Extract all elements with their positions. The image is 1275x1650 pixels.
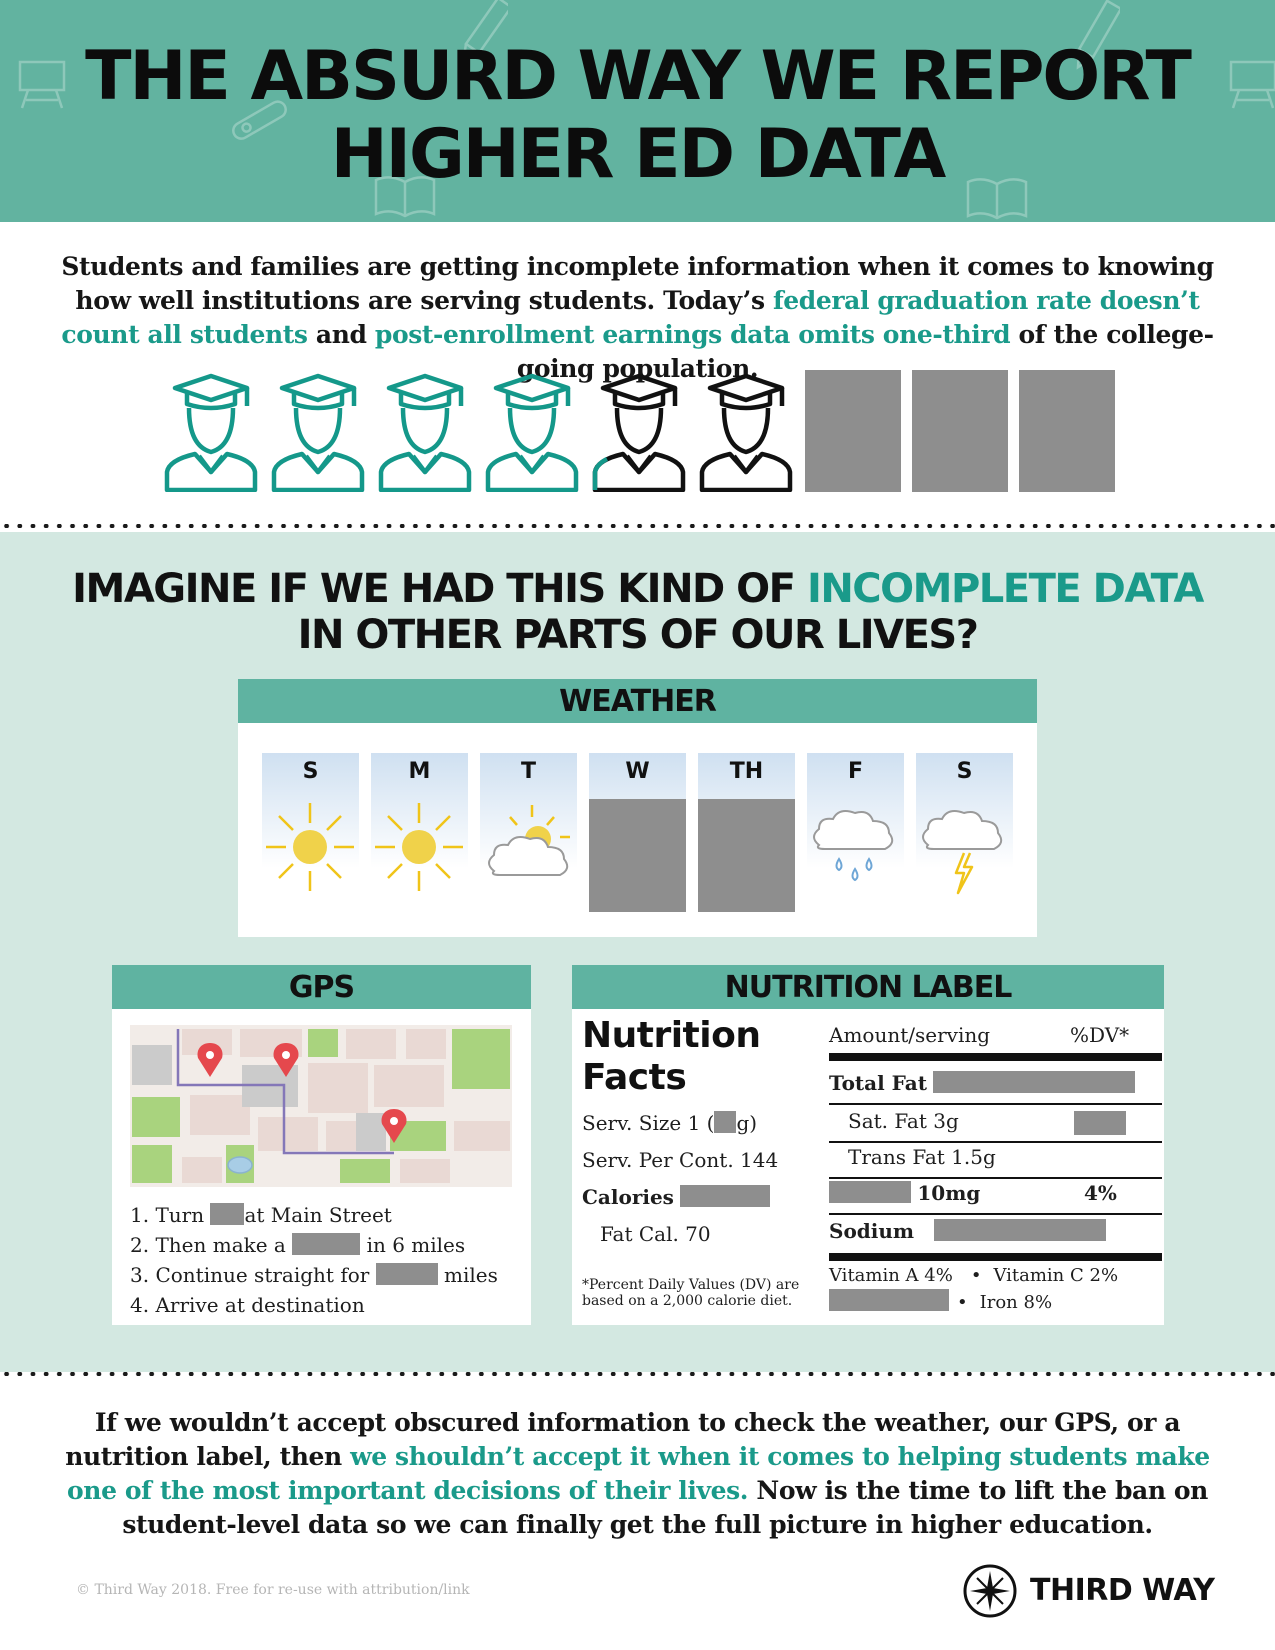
intro-highlight-earnings: post-enrollment earnings data omits one-third (374, 320, 1011, 349)
iron-row: • Iron 8% (829, 1289, 1052, 1313)
intro-highlight-graduation: federal graduation rate doesn’t count all students (61, 286, 1200, 349)
hidden-total-fat-block (933, 1071, 1135, 1093)
serving-size: Serv. Size 1 ( g) (582, 1111, 758, 1135)
page-title (0, 38, 1275, 194)
hidden-nutrient-row: 10mg (829, 1181, 980, 1205)
intro-text-3: of the college-going population. (516, 320, 1214, 383)
closing-paragraph: If we wouldn’t accept obscured information to check the weather, our GPS, or a nutrition label, then we shouldn’t accept it when it comes to helping students make one of the most important decisions of their lives. Now is the time to lift the ban on student-level data so we can finally get the full picture in higher education. (65, 1408, 1210, 1539)
hidden-graduate-block (912, 370, 1008, 492)
intro-text-1: Students and families are getting incomplete information when it comes to knowing how well institutions are serving students. Today’s (61, 252, 1214, 315)
thick-rule (829, 1053, 1162, 1061)
weather-day (480, 753, 577, 868)
weather-day (807, 753, 904, 868)
partly-cloudy-icon (480, 793, 577, 913)
graduate-teal-icon (377, 370, 473, 492)
weather-panel-title: WEATHER (238, 679, 1037, 723)
nutrition-panel-title: NUTRITION LABEL (572, 965, 1164, 1009)
gps-directions-list (130, 1200, 498, 1320)
weather-day-label: M (408, 759, 431, 784)
weather-day-label: S (302, 759, 319, 784)
title-line-2: HIGHER ED DATA (330, 115, 945, 194)
bullet: • (957, 1292, 968, 1313)
hidden-direction-block (292, 1233, 360, 1255)
daily-value-label: %DV* (1070, 1023, 1130, 1047)
third-way-logo[interactable] (962, 1561, 1227, 1621)
bullet: • (970, 1265, 982, 1286)
rain-cloud-icon (807, 793, 904, 913)
weather-day (262, 753, 359, 868)
heading-text-1: IMAGINE IF WE HAD THIS KIND OF (72, 566, 807, 612)
graduate-icons-row (0, 370, 1275, 495)
hidden-weather-block (698, 799, 795, 912)
thin-rule (829, 1103, 1162, 1105)
thin-rule (829, 1213, 1162, 1215)
heading-text-2: IN OTHER PARTS OF OUR LIVES? (297, 612, 978, 658)
closing-highlight: we shouldn’t accept it when it comes to helping students make one of the most important decisions of their lives. (67, 1442, 1210, 1505)
fat-calories: Fat Cal. 70 (600, 1222, 711, 1246)
weather-day-label: TH (729, 759, 764, 784)
sodium-row: Sodium (829, 1219, 1106, 1243)
dotted-divider (0, 1372, 1275, 1376)
graduate-teal-icon (484, 370, 580, 492)
gps-panel (112, 965, 531, 1325)
graduate-black-icon (698, 370, 794, 492)
hidden-nutrient-dv: 4% (1084, 1181, 1117, 1205)
thin-rule (829, 1141, 1162, 1143)
total-fat-row: Total Fat (829, 1071, 1135, 1095)
header-banner (0, 0, 1275, 222)
graduate-teal-icon (163, 370, 259, 492)
hidden-graduate-block (805, 370, 901, 492)
trans-fat-row: Trans Fat 1.5g (848, 1145, 996, 1169)
gps-step: 3. Continue straight for miles (130, 1263, 498, 1287)
weather-day (371, 753, 468, 868)
hidden-serving-block (714, 1111, 736, 1133)
section-heading (0, 566, 1275, 658)
hidden-direction-block (210, 1203, 244, 1225)
weather-day-label: T (520, 759, 536, 784)
compass-icon (962, 1563, 1018, 1619)
servings-per-container: Serv. Per Cont. 144 (582, 1148, 779, 1172)
storm-cloud-icon (916, 793, 1013, 913)
weather-day-label: W (625, 759, 650, 784)
weather-day-label: S (956, 759, 973, 784)
vitamins-row: Vitamin A 4% • Vitamin C 2% (829, 1265, 1119, 1286)
sat-fat-row: Sat. Fat 3g (848, 1109, 959, 1133)
graduate-partial-icon (591, 370, 687, 492)
graduate-teal-icon (270, 370, 366, 492)
hidden-vitamin-block (829, 1289, 949, 1311)
weather-day (589, 753, 686, 868)
gps-step: 2. Then make a in 6 miles (130, 1233, 466, 1257)
heading-highlight: INCOMPLETE DATA (806, 566, 1203, 612)
intro-text-2: and (307, 320, 375, 349)
hidden-weather-block (589, 799, 686, 912)
weather-panel (238, 679, 1037, 937)
hidden-sodium-block (934, 1219, 1106, 1241)
nutrition-facts-heading: Nutrition Facts (582, 1015, 761, 1098)
hidden-distance-block (376, 1263, 438, 1285)
sun-icon (371, 793, 468, 913)
thin-rule (829, 1177, 1162, 1179)
weather-day (916, 753, 1013, 868)
weather-day-label: F (847, 759, 864, 784)
dotted-divider (0, 524, 1275, 528)
title-line-1: THE ABSURD WAY WE REPORT (85, 37, 1190, 116)
sun-icon (262, 793, 359, 913)
gps-step: 1. Turn at Main Street (130, 1203, 392, 1227)
nutrition-panel (572, 965, 1164, 1325)
hidden-nutrient-name-block (829, 1181, 911, 1203)
weather-day (698, 753, 795, 868)
footnote: *Percent Daily Values (DV) are based on a 2,000 calorie diet. (582, 1277, 800, 1309)
gps-map (130, 1025, 512, 1187)
copyright: © Third Way 2018. Free for re-use with attribution/link (76, 1582, 470, 1598)
hidden-sat-fat-dv-block (1074, 1111, 1126, 1135)
calories-row: Calories (582, 1185, 770, 1209)
gps-panel-title: GPS (112, 965, 531, 1009)
gps-step: 4. Arrive at destination (130, 1293, 365, 1317)
amount-serving-label: Amount/serving (829, 1023, 991, 1047)
thick-rule (829, 1253, 1162, 1261)
logo-text: THIRD WAY (1030, 1573, 1215, 1608)
hidden-graduate-block (1019, 370, 1115, 492)
hidden-calories-block (680, 1185, 770, 1207)
intro-paragraph (40, 250, 1235, 386)
